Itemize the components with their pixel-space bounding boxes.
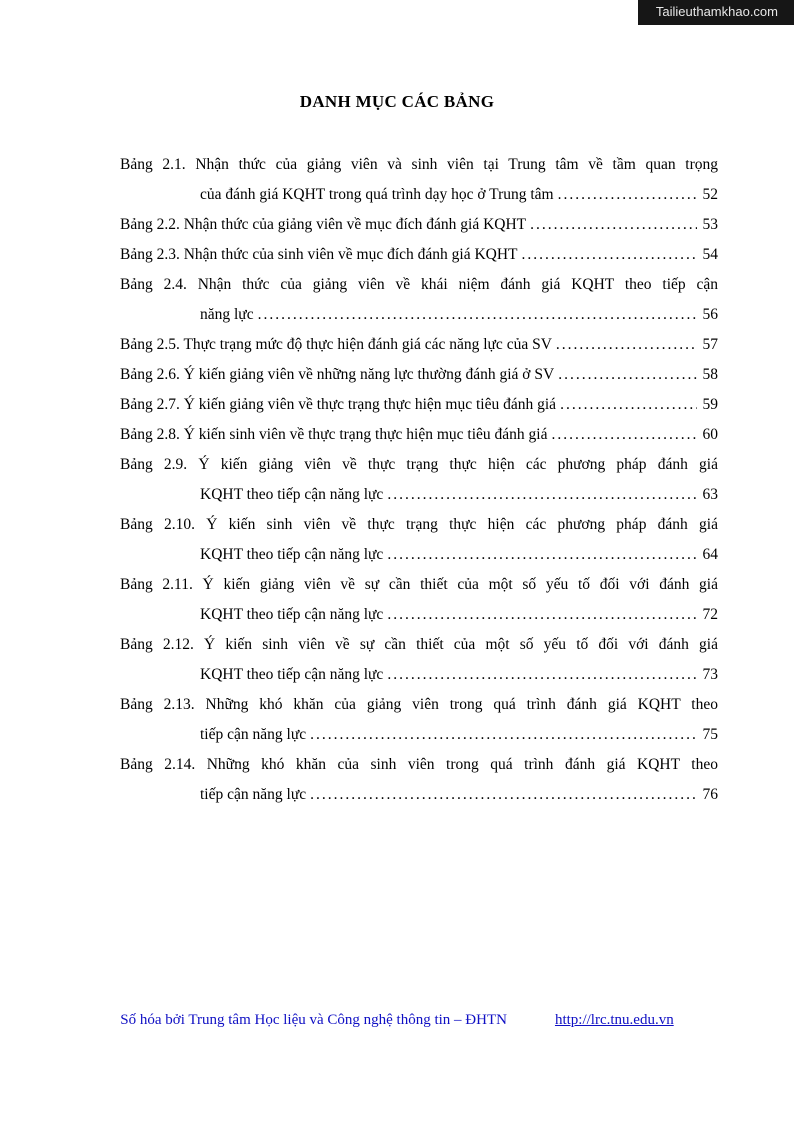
toc-line xyxy=(120,360,718,390)
toc-entry-text: năng lực xyxy=(200,306,254,323)
toc-entry-text: KQHT theo tiếp cận năng lực xyxy=(200,666,384,683)
toc-entry-text: Bảng 2.7. Ý kiến giảng viên về thực trạng thực hiện mục tiêu đánh giá xyxy=(120,396,557,413)
page-number: 60 xyxy=(702,426,718,443)
toc-entry-text: Bảng 2.9. Ý kiến giảng viên về thực trạng thực hiện các phương pháp đánh giá xyxy=(120,456,718,473)
toc-entry-text: Bảng 2.8. Ý kiến sinh viên về thực trạng thực hiện mục tiêu đánh giá xyxy=(120,426,548,443)
toc-entry xyxy=(120,630,718,690)
page-number: 75 xyxy=(702,726,718,743)
toc-line xyxy=(120,630,718,660)
page-title: DANH MỤC CÁC BẢNG xyxy=(299,92,495,111)
toc-entry xyxy=(120,240,718,270)
toc-line xyxy=(120,270,718,300)
toc-entry-text: Bảng 2.5. Thực trạng mức độ thực hiện đánh giá các năng lực của SV xyxy=(120,336,552,353)
page-number: 63 xyxy=(702,486,718,503)
page-number: 76 xyxy=(702,786,718,803)
dot-leader xyxy=(387,660,696,690)
page-number: 64 xyxy=(702,546,718,563)
dot-leader xyxy=(387,480,696,510)
toc-entry-text: tiếp cận năng lực xyxy=(200,786,307,803)
dot-leader xyxy=(310,780,696,810)
toc-entry xyxy=(120,330,718,360)
toc-line xyxy=(120,600,718,630)
toc-entry xyxy=(120,450,718,510)
page-number: 56 xyxy=(702,306,718,323)
toc-entry xyxy=(120,570,718,630)
dot-leader xyxy=(551,420,696,450)
toc-line xyxy=(120,420,718,450)
toc-line xyxy=(120,150,718,180)
dot-leader xyxy=(558,360,696,390)
page-number: 72 xyxy=(702,606,718,623)
page-number: 52 xyxy=(702,186,718,203)
toc-line xyxy=(120,510,718,540)
dot-leader xyxy=(558,180,697,210)
toc-entry-text: Bảng 2.14. Những khó khăn của sinh viên trong quá trình đánh giá KQHT theo xyxy=(120,756,718,773)
toc-entry xyxy=(120,210,718,240)
toc-line xyxy=(120,300,718,330)
toc-entry xyxy=(120,690,718,750)
page-number: 58 xyxy=(702,366,718,383)
toc-entry-text: Bảng 2.1. Nhận thức của giảng viên và sinh viên tại Trung tâm về tầm quan trọng xyxy=(120,156,718,173)
dot-leader xyxy=(530,210,696,240)
page-number: 54 xyxy=(702,246,718,263)
toc-line xyxy=(120,240,718,270)
footer-text: Số hóa bởi Trung tâm Học liệu và Công nghệ thông tin – ĐHTN xyxy=(120,1012,507,1028)
toc-entry-text: Bảng 2.3. Nhận thức của sinh viên về mục đích đánh giá KQHT xyxy=(120,246,518,263)
toc-line xyxy=(120,660,718,690)
toc-entry xyxy=(120,150,718,210)
dot-leader xyxy=(387,540,696,570)
toc-entry-text: KQHT theo tiếp cận năng lực xyxy=(200,546,384,563)
toc-entry xyxy=(120,510,718,570)
toc-line xyxy=(120,750,718,780)
toc-line xyxy=(120,390,718,420)
toc-entry-text: tiếp cận năng lực xyxy=(200,726,307,743)
toc-entry-text: của đánh giá KQHT trong quá trình dạy học ở Trung tâm xyxy=(200,186,554,203)
toc-entry-text: Bảng 2.12. Ý kiến sinh viên về sự cần thiết của một số yếu tố đối với đánh giá xyxy=(120,636,718,653)
toc-line xyxy=(120,570,718,600)
dot-leader xyxy=(522,240,697,270)
page-footer xyxy=(0,1012,794,1029)
footer-link[interactable]: http://lrc.tnu.edu.vn xyxy=(554,1012,674,1028)
toc-entry-text: Bảng 2.6. Ý kiến giảng viên về những năng lực thường đánh giá ở SV xyxy=(120,366,555,383)
dot-leader xyxy=(556,330,697,360)
toc-entry xyxy=(120,270,718,330)
dot-leader xyxy=(258,300,697,330)
page-number: 59 xyxy=(702,396,718,413)
toc-entry xyxy=(120,360,718,390)
table-of-contents xyxy=(120,150,718,810)
watermark-badge[interactable]: Tailieuthamkhao.com xyxy=(638,0,794,25)
toc-entry-text: KQHT theo tiếp cận năng lực xyxy=(200,606,384,623)
toc-entry-text: Bảng 2.10. Ý kiến sinh viên về thực trạng thực hiện các phương pháp đánh giá xyxy=(120,516,718,533)
toc-line xyxy=(120,720,718,750)
dot-leader xyxy=(387,600,696,630)
toc-line xyxy=(120,780,718,810)
toc-entry-text: Bảng 2.2. Nhận thức của giảng viên về mục đích đánh giá KQHT xyxy=(120,216,527,233)
toc-entry-text: Bảng 2.4. Nhận thức của giảng viên về khái niệm đánh giá KQHT theo tiếp cận xyxy=(120,276,718,293)
toc-line xyxy=(120,480,718,510)
toc-entry xyxy=(120,420,718,450)
dot-leader xyxy=(310,720,696,750)
toc-entry xyxy=(120,390,718,420)
page-number: 73 xyxy=(702,666,718,683)
toc-line xyxy=(120,690,718,720)
dot-leader xyxy=(560,390,696,420)
toc-entry-text: KQHT theo tiếp cận năng lực xyxy=(200,486,384,503)
page-number: 57 xyxy=(702,336,718,353)
toc-line xyxy=(120,450,718,480)
toc-line xyxy=(120,210,718,240)
toc-line xyxy=(120,540,718,570)
toc-entry-text: Bảng 2.13. Những khó khăn của giảng viên trong quá trình đánh giá KQHT theo xyxy=(120,696,718,713)
page-number: 53 xyxy=(702,216,718,233)
toc-line xyxy=(120,330,718,360)
toc-entry xyxy=(120,750,718,810)
toc-line xyxy=(120,180,718,210)
toc-entry-text: Bảng 2.11. Ý kiến giảng viên về sự cần thiết của một số yếu tố đối với đánh giá xyxy=(120,576,718,593)
